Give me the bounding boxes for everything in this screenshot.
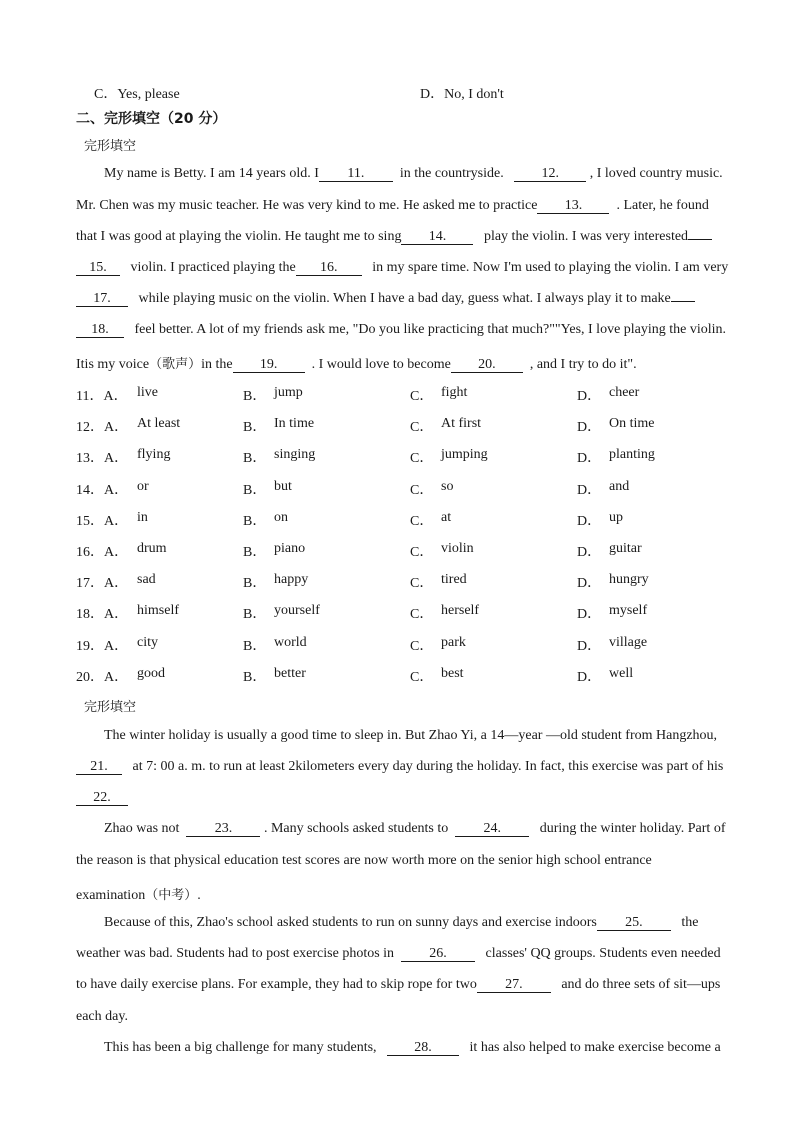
question-14-option-d[interactable]: and: [609, 479, 630, 494]
passage-1-line-2: Mr. Chen was my music teacher. He was very kind to me. He asked me to practice 13. . Later, he found: [76, 198, 709, 213]
question-20-number: 20．A．: [76, 670, 129, 685]
question-15-option-d[interactable]: up: [609, 510, 623, 525]
blank-16[interactable]: 16.: [296, 261, 362, 276]
question-15-option-c[interactable]: at: [441, 510, 452, 525]
passage-2-label: 完形填空: [84, 700, 137, 715]
question-12-option-d[interactable]: On time: [609, 416, 655, 431]
option-letter-c: C．: [410, 576, 434, 591]
option-letter-b: B．: [243, 607, 267, 622]
blank-13[interactable]: 13.: [537, 199, 609, 214]
question-20-option-b[interactable]: better: [274, 666, 306, 681]
question-17-option-c[interactable]: tired: [441, 572, 467, 587]
blank-20[interactable]: 20.: [451, 358, 523, 373]
blank-25[interactable]: 25.: [597, 916, 671, 931]
question-15-option-a[interactable]: in: [137, 510, 148, 525]
question-11-option-c[interactable]: fight: [441, 385, 468, 400]
passage-2-line-10: each day.: [76, 1009, 128, 1024]
blank-22[interactable]: 22.: [76, 791, 128, 806]
passage-2-line-5: the reason is that physical education test scores are now worth more on the senior high school entrance: [76, 853, 652, 868]
question-16-number: 16．A．: [76, 545, 129, 560]
option-letter-b: B．: [243, 514, 267, 529]
passage-2-line-11: This has been a big challenge for many students, 28. it has also helped to make exercise become a: [104, 1040, 721, 1055]
question-13-option-d[interactable]: planting: [609, 447, 655, 462]
option-letter-b: B．: [243, 451, 267, 466]
blank-24[interactable]: 24.: [455, 822, 529, 837]
option-letter-d: D．: [577, 451, 602, 466]
option-letter-b: B．: [243, 545, 267, 560]
question-19-option-d[interactable]: village: [609, 635, 648, 650]
blank-28[interactable]: 28.: [387, 1041, 459, 1056]
option-letter-c: C．: [410, 389, 434, 404]
question-15-option-b[interactable]: on: [274, 510, 288, 525]
question-11-option-b[interactable]: jump: [274, 385, 303, 400]
question-20-option-c[interactable]: best: [441, 666, 464, 681]
blank-23[interactable]: 23.: [186, 822, 260, 837]
question-18-option-d[interactable]: myself: [609, 603, 648, 618]
option-letter-b: B．: [243, 576, 267, 591]
option-letter-c: C．: [410, 514, 434, 529]
blank-19[interactable]: 19.: [233, 358, 305, 373]
question-18-option-c[interactable]: herself: [441, 603, 480, 618]
passage-2-line-1: The winter holiday is usually a good time to sleep in. But Zhao Yi, a 14—year —old student from Hangzhou,: [104, 728, 718, 743]
option-letter-c: C．: [410, 420, 434, 435]
blank-18-start[interactable]: [671, 301, 695, 302]
option-letter-d: D．: [577, 607, 602, 622]
blank-21[interactable]: 21.: [76, 760, 122, 775]
option-letter-d: D．: [577, 514, 602, 529]
passage-2-line-3: [76, 790, 128, 806]
option-letter-c: C．: [410, 545, 434, 560]
option-d-no-i-dont: D．No, I don't: [420, 87, 504, 102]
passage-1-line-3: that I was good at playing the violin. He taught me to sing 14. play the violin. I was very interested: [76, 229, 712, 245]
option-letter-c: C．: [410, 451, 434, 466]
question-19-option-a[interactable]: city: [137, 635, 158, 650]
option-letter-d: D．: [577, 483, 602, 498]
passage-1-label: 完形填空: [84, 139, 137, 154]
question-14-option-b[interactable]: but: [274, 479, 292, 494]
option-letter-b: B．: [243, 670, 267, 685]
option-letter-c: C．: [410, 607, 434, 622]
question-19-option-b[interactable]: world: [274, 635, 307, 650]
question-11-number: 11．A．: [76, 389, 128, 404]
option-letter-b: B．: [243, 483, 267, 498]
question-17-option-a[interactable]: sad: [137, 572, 156, 587]
passage-1-line-1: My name is Betty. I am 14 years old. I 11. in the countryside. 12. , I loved country music.: [104, 166, 723, 181]
passage-2-line-9: to have daily exercise plans. For example, they had to skip rope for two 27. and do three sets of sit—ups: [76, 977, 721, 992]
question-16-option-c[interactable]: violin: [441, 541, 474, 556]
question-18-option-b[interactable]: yourself: [274, 603, 320, 618]
option-letter-d: D．: [577, 576, 602, 591]
question-16-option-d[interactable]: guitar: [609, 541, 642, 556]
passage-2-line-8: weather was bad. Students had to post exercise photos in 26. classes' QQ groups. Students even needed: [76, 946, 721, 961]
question-13-option-c[interactable]: jumping: [441, 447, 488, 462]
option-letter-b: B．: [243, 639, 267, 654]
question-16-option-a[interactable]: drum: [137, 541, 167, 556]
passage-1-line-7: Itis my voice（歌声）in the 19. . I would love to become 20. , and I try to do it".: [76, 357, 637, 372]
blank-12[interactable]: 12.: [514, 167, 586, 182]
blank-15-start[interactable]: [688, 239, 712, 240]
question-12-number: 12．A．: [76, 420, 129, 435]
option-letter-d: D．: [577, 639, 602, 654]
option-letter-d: D．: [577, 545, 602, 560]
blank-27[interactable]: 27.: [477, 978, 551, 993]
question-18-option-a[interactable]: himself: [137, 603, 179, 618]
question-13-option-b[interactable]: singing: [274, 447, 316, 462]
option-c-yes-please: C．Yes, please: [94, 87, 180, 102]
question-20-option-a[interactable]: good: [137, 666, 165, 681]
question-13-number: 13．A．: [76, 451, 129, 466]
question-11-option-a[interactable]: live: [137, 385, 158, 400]
question-16-option-b[interactable]: piano: [274, 541, 306, 556]
option-letter-d: D．: [577, 420, 602, 435]
question-14-option-c[interactable]: so: [441, 479, 454, 494]
question-14-option-a[interactable]: or: [137, 479, 149, 494]
passage-2-line-6: examination（中考）.: [76, 888, 201, 903]
question-17-number: 17．A．: [76, 576, 129, 591]
question-11-option-d[interactable]: cheer: [609, 385, 640, 400]
question-18-number: 18．A．: [76, 607, 129, 622]
option-letter-d: D．: [577, 389, 602, 404]
question-15-number: 15．A．: [76, 514, 129, 529]
question-17-option-b[interactable]: happy: [274, 572, 309, 587]
question-12-option-c[interactable]: At first: [441, 416, 482, 431]
question-14-number: 14．A．: [76, 483, 129, 498]
question-19-option-c[interactable]: park: [441, 635, 466, 650]
passage-1-line-6: 18. feel better. A lot of my friends ask me, "Do you like practicing that much?""Yes, I love playing the violin.: [76, 322, 726, 338]
question-19-number: 19．A．: [76, 639, 129, 654]
passage-2-line-7: Because of this, Zhao's school asked students to run on sunny days and exercise indoors 25. the: [104, 915, 699, 930]
question-13-option-a[interactable]: flying: [137, 447, 171, 462]
option-letter-b: B．: [243, 420, 267, 435]
blank-14[interactable]: 14.: [401, 230, 473, 245]
passage-1-line-4: 15. violin. I practiced playing the 16. in my spare time. Now I'm used to playing the violin. I am very: [76, 260, 728, 276]
option-letter-c: C．: [410, 639, 434, 654]
passage-2-line-4: Zhao was not 23. . Many schools asked students to 24. during the winter holiday. Part of: [104, 821, 726, 836]
blank-26[interactable]: 26.: [401, 947, 475, 962]
section-title: 二、完形填空（20 分）: [76, 111, 227, 127]
blank-11[interactable]: 11.: [319, 167, 393, 182]
question-12-option-a[interactable]: At least: [137, 416, 181, 431]
question-17-option-d[interactable]: hungry: [609, 572, 649, 587]
question-20-option-d[interactable]: well: [609, 666, 634, 681]
blank-18[interactable]: 18.: [76, 323, 124, 338]
option-letter-d: D．: [577, 670, 602, 685]
blank-15[interactable]: 15.: [76, 261, 120, 276]
blank-17[interactable]: 17.: [76, 292, 128, 307]
question-12-option-b[interactable]: In time: [274, 416, 315, 431]
passage-2-line-2: 21. at 7: 00 a. m. to run at least 2kilometers every day during the holiday. In fact, this exercise was part of his: [76, 759, 723, 775]
option-letter-c: C．: [410, 670, 434, 685]
option-letter-c: C．: [410, 483, 434, 498]
passage-1-line-5: 17. while playing music on the violin. When I have a bad day, guess what. I always play it to make: [76, 291, 695, 307]
option-letter-b: B．: [243, 389, 267, 404]
